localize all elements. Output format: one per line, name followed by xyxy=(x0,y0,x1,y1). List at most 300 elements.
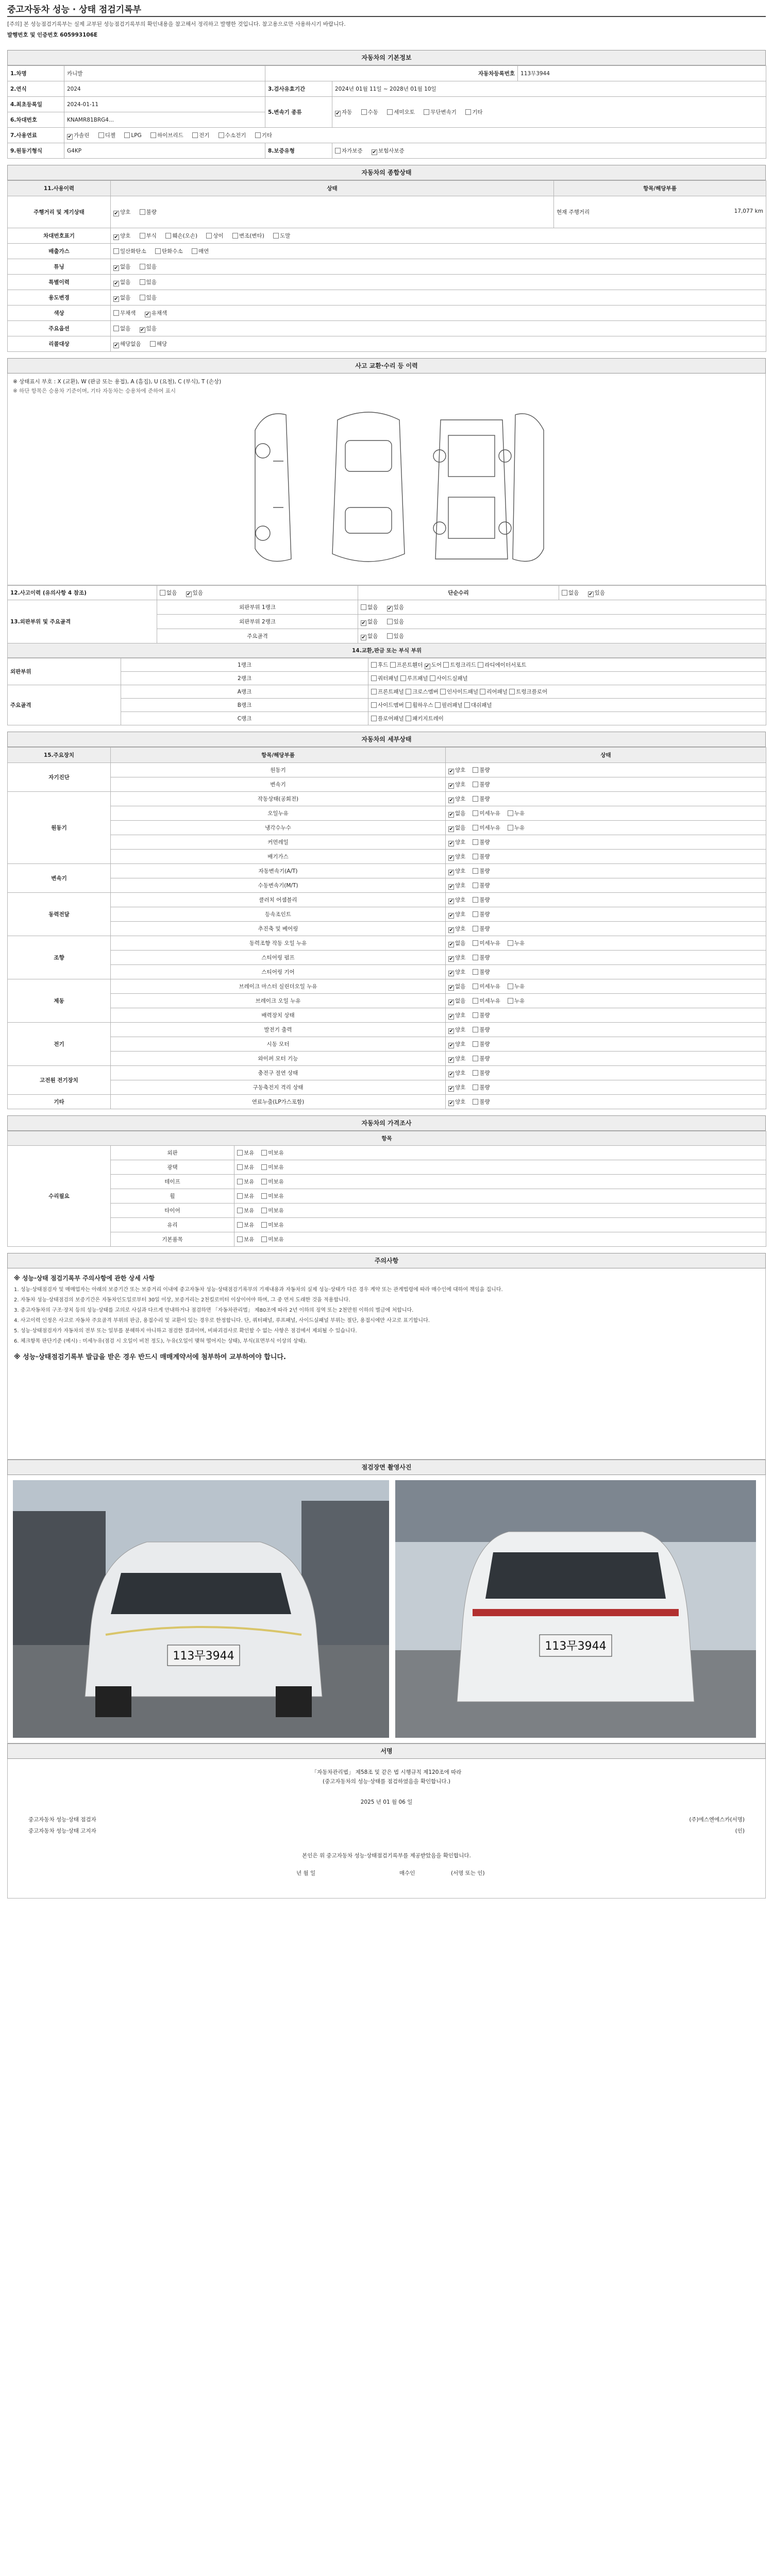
sign-header: 서명 xyxy=(7,1743,766,1759)
checkbox[interactable] xyxy=(448,1043,454,1048)
checkbox[interactable] xyxy=(237,1179,243,1184)
checkbox[interactable] xyxy=(237,1164,243,1170)
sign-area xyxy=(7,1759,766,1899)
checkbox-electric[interactable] xyxy=(192,132,198,138)
checkbox[interactable] xyxy=(473,839,478,845)
detail-row xyxy=(8,1008,766,1023)
note-line: 1. 성능·상태점검자 및 매매업자는 아래의 보증기간 또는 보증거리 이내에 중고자동차 성능·상태점검기록부의 기재내용과 자동차의 실제 성능·상태가 다른 경우 계약 또는 관계법령에 따라 매수인에 대하여 책임을 집니다. xyxy=(14,1287,503,1293)
front-plate: 113무3944 xyxy=(173,1650,234,1663)
detail-item-label: 브레이크 오일 누유 xyxy=(111,994,446,1008)
notes-title: ※ 성능·상태 점검기록부 주의사항에 관한 상세 사항 xyxy=(14,1275,155,1282)
checkbox[interactable] xyxy=(113,343,119,348)
accident-header: 사고 교환·수리 등 이력 xyxy=(7,358,766,374)
checkbox[interactable] xyxy=(237,1236,243,1242)
checkbox[interactable] xyxy=(206,233,212,239)
checkbox[interactable] xyxy=(473,1070,478,1076)
checkbox[interactable] xyxy=(261,1236,267,1242)
checkbox[interactable] xyxy=(140,264,145,269)
checkbox[interactable] xyxy=(140,233,145,239)
checkbox[interactable] xyxy=(473,926,478,931)
checkbox[interactable] xyxy=(165,233,171,239)
option-label: 보유 xyxy=(244,1236,255,1243)
checkbox[interactable] xyxy=(232,233,238,239)
detail-col-state: 상태 xyxy=(446,748,766,763)
rank-label: B랭크 xyxy=(121,699,368,712)
checkbox[interactable] xyxy=(473,1056,478,1061)
checkbox[interactable] xyxy=(448,1057,454,1063)
overall-row-options: ✔ 없음 있음 xyxy=(111,290,766,306)
receipt-text: 본인은 위 중고자동차 성능·상태점검기록부를 제공받았음을 확인합니다. xyxy=(302,1853,471,1859)
accident-history-label: 12.사고이력 (유의사항 4 참조) xyxy=(8,586,157,600)
detail-row xyxy=(8,1023,766,1037)
option-label: 양호 xyxy=(455,1026,466,1033)
detail-state-options xyxy=(446,1080,766,1095)
checkbox-lpg[interactable] xyxy=(124,132,130,138)
checkbox[interactable] xyxy=(361,604,366,610)
checkbox[interactable] xyxy=(387,633,393,639)
checkbox[interactable] xyxy=(113,281,119,286)
checkbox[interactable] xyxy=(155,248,161,254)
part-list-table xyxy=(7,658,766,725)
option-label: 양호 xyxy=(455,795,466,802)
checkbox[interactable] xyxy=(448,913,454,919)
checkbox[interactable] xyxy=(562,590,567,596)
overall-row xyxy=(8,228,766,244)
overall-row-options: ✔ 양호 부식 훼손(오손) 상이 변조(변타) 도말 xyxy=(111,228,766,244)
checkbox[interactable] xyxy=(448,999,454,1005)
checkbox[interactable] xyxy=(473,955,478,960)
rear-photo xyxy=(395,1480,756,1738)
checkbox[interactable] xyxy=(361,620,366,626)
cert-number-line xyxy=(7,31,766,39)
detail-item-label: 추진축 및 베어링 xyxy=(111,922,446,936)
detail-col-item: 항목/해당부품 xyxy=(111,748,446,763)
checkbox[interactable] xyxy=(113,265,119,271)
part-header: 14.교환,판금 또는 부식 부위 xyxy=(8,643,766,658)
option-label: 양호 xyxy=(455,896,466,903)
option-label: 양호 xyxy=(455,1084,466,1091)
checkbox[interactable] xyxy=(448,927,454,933)
checkbox[interactable] xyxy=(473,969,478,975)
inspector-name: (주)에스엔에스카(서명) xyxy=(689,1817,745,1823)
checkbox[interactable] xyxy=(473,1041,478,1047)
detail-state-options xyxy=(446,907,766,922)
detail-item-label: 스티어링 기어 xyxy=(111,965,446,979)
option-label: 양호 xyxy=(455,911,466,918)
checkbox[interactable] xyxy=(261,1150,267,1156)
option-label: 없음 xyxy=(455,810,466,817)
checkbox[interactable] xyxy=(473,1012,478,1018)
front-photo xyxy=(13,1480,389,1738)
price-options xyxy=(234,1175,766,1189)
detail-item-label: 작동상태(공회전) xyxy=(111,792,446,806)
overall-row-label: 용도변경 xyxy=(8,290,111,306)
checkbox[interactable] xyxy=(113,326,119,331)
checkbox-gasoline[interactable] xyxy=(67,134,73,140)
note-line: 6. 체크항목 판단기준 (예시) : 미세누유(점검 시 오일이 비친 정도), 누유(오일이 맺혀 떨어지는 상태), 부식(표면부식 이상의 상태). xyxy=(14,1338,307,1344)
checkbox[interactable] xyxy=(473,1099,478,1105)
car-name-label: 1.차명 xyxy=(8,66,64,81)
detail-row xyxy=(8,994,766,1008)
detail-item-label: 자동변속기(A/T) xyxy=(111,864,446,878)
accident-options: 없음 ✔ 있음 xyxy=(157,586,358,600)
detail-state-options xyxy=(446,951,766,965)
checkbox-manual[interactable] xyxy=(361,109,367,115)
detail-group-label: 제동 xyxy=(8,979,111,1023)
checkbox[interactable] xyxy=(448,942,454,947)
checkbox[interactable] xyxy=(145,312,150,317)
rank1-parts: 후드 프론트휀더 ✔도어 트렁크리드 라디에이터서포트 xyxy=(368,658,766,672)
price-options xyxy=(234,1232,766,1247)
checkbox[interactable] xyxy=(448,855,454,861)
checkbox[interactable] xyxy=(508,984,513,989)
price-row xyxy=(8,1175,766,1189)
option-label: 양호 xyxy=(455,1098,466,1105)
overall-row xyxy=(8,244,766,259)
basic-info-header: 자동차의 기본정보 xyxy=(7,50,766,65)
detail-item-label: 스티어링 펌프 xyxy=(111,951,446,965)
checkbox[interactable] xyxy=(588,591,594,597)
price-header: 자동차의 가격조사 xyxy=(7,1115,766,1131)
fuel-label: 7.사용연료 xyxy=(8,128,64,143)
sign-law-2: (중고자동차의 성능·상태를 점검하였음을 확인합니다.) xyxy=(322,1778,451,1785)
price-row xyxy=(8,1204,766,1218)
checkbox[interactable] xyxy=(113,310,119,316)
reg-no-label: 자동차등록번호 xyxy=(265,66,518,81)
checkbox-auto[interactable] xyxy=(335,111,341,116)
option-label: 누유 xyxy=(514,983,525,990)
accident-table xyxy=(7,585,766,658)
checkbox[interactable] xyxy=(448,1072,454,1077)
rear-plate: 113무3944 xyxy=(545,1640,607,1653)
overall-row-label: 차대번호표기 xyxy=(8,228,111,244)
exchange-label: 13.외판부위 및 주요골격 xyxy=(8,600,157,643)
option-label: 미보유 xyxy=(268,1179,284,1185)
checkbox[interactable] xyxy=(473,883,478,888)
engine-value: G4KP xyxy=(64,143,265,159)
checkbox[interactable] xyxy=(448,956,454,962)
checkbox[interactable] xyxy=(113,248,119,254)
checkbox[interactable] xyxy=(150,341,156,347)
checkbox[interactable] xyxy=(237,1208,243,1213)
checkbox[interactable] xyxy=(473,1027,478,1032)
option-label: 불량 xyxy=(479,853,490,860)
checkbox[interactable] xyxy=(473,868,478,874)
inspect-valid-label: 3.검사유효기간 xyxy=(265,81,332,97)
checkbox[interactable] xyxy=(473,897,478,903)
main-frame-parts-label: 주요골격 xyxy=(8,685,121,725)
overall-row-options: ✔ 없음 있음 xyxy=(111,259,766,275)
detail-state-options xyxy=(446,806,766,821)
checkbox-hybrid[interactable] xyxy=(150,132,156,138)
option-label: 미보유 xyxy=(268,1208,284,1214)
checkbox[interactable] xyxy=(192,248,197,254)
overall-row xyxy=(8,336,766,352)
option-label: 미세누유 xyxy=(479,983,500,990)
option-label: 불량 xyxy=(479,969,490,975)
checkbox[interactable] xyxy=(508,810,513,816)
checkbox-insurer-warranty[interactable] xyxy=(372,149,377,155)
option-label: 불량 xyxy=(479,1041,490,1047)
price-item-label: 테이프 xyxy=(111,1175,234,1189)
option-label: 양호 xyxy=(455,882,466,889)
price-item-label: 휠 xyxy=(111,1189,234,1204)
price-item-label: 타이어 xyxy=(111,1204,234,1218)
checkbox[interactable] xyxy=(261,1179,267,1184)
detail-row xyxy=(8,1066,766,1080)
checkbox-other-fuel[interactable] xyxy=(255,132,261,138)
frame-rank1-options: 없음 ✔ 있음 xyxy=(358,600,766,615)
option-label: 불량 xyxy=(479,1084,490,1091)
option-label: 누유 xyxy=(514,824,525,831)
checkbox[interactable] xyxy=(448,783,454,789)
checkbox[interactable] xyxy=(473,984,478,989)
car-diagram-area xyxy=(7,374,766,585)
inspect-valid-value: 2024년 01월 11일 ~ 2028년 01월 10일 xyxy=(332,81,766,97)
checkbox[interactable] xyxy=(387,606,393,612)
checkbox-diesel[interactable] xyxy=(98,132,104,138)
buyer-sign[interactable]: (서명 또는 인) xyxy=(451,1870,485,1876)
mileage-value-cell xyxy=(554,196,766,228)
checkbox[interactable] xyxy=(473,940,478,946)
detail-row xyxy=(8,936,766,951)
detail-item-label: 배력장치 상태 xyxy=(111,1008,446,1023)
overall-row-label: 색상 xyxy=(8,306,111,321)
detail-state-options xyxy=(446,1023,766,1037)
detail-item-label: 클러치 어셈블리 xyxy=(111,893,446,907)
checkbox-cvt[interactable] xyxy=(424,109,429,115)
checkbox-mileage-bad[interactable] xyxy=(140,209,145,215)
option-label: 미보유 xyxy=(268,1236,284,1243)
checkbox[interactable] xyxy=(361,635,366,640)
checkbox[interactable] xyxy=(473,825,478,831)
warranty-label: 8.보증유형 xyxy=(265,143,332,159)
price-options xyxy=(234,1218,766,1232)
checkbox[interactable] xyxy=(140,327,145,333)
detail-item-label: 동력조향 작동 오일 누유 xyxy=(111,936,446,951)
option-label: 미보유 xyxy=(268,1222,284,1228)
option-label: 양호 xyxy=(455,969,466,975)
mileage-state: 현재 주행거리 xyxy=(557,209,590,215)
checkbox-semi-auto[interactable] xyxy=(387,109,393,115)
document-title: 중고자동차 성능 · 상태 점검기록부 xyxy=(7,5,142,15)
price-row xyxy=(8,1218,766,1232)
detail-item-label: 와이퍼 모터 기능 xyxy=(111,1052,446,1066)
detail-state-options xyxy=(446,1008,766,1023)
price-col-item: 항목 xyxy=(8,1131,766,1146)
checkbox[interactable] xyxy=(387,619,393,624)
detail-group-label: 전기 xyxy=(8,1023,111,1066)
option-label: 불량 xyxy=(479,839,490,845)
overall-row-label: 리콜대상 xyxy=(8,336,111,352)
checkbox[interactable] xyxy=(113,296,119,302)
checkbox[interactable] xyxy=(448,826,454,832)
car-name-value: 카니발 xyxy=(64,66,265,81)
mileage-state-options: ✔ 양호 불량 xyxy=(111,196,554,228)
frame-rank2-options: ✔ 없음 있음 xyxy=(358,615,766,629)
checkbox[interactable] xyxy=(473,854,478,859)
price-item-label: 기본품목 xyxy=(111,1232,234,1247)
rankB-parts: 사이드멤버 휠하우스 필러패널 대쉬패널 xyxy=(368,699,766,712)
option-label: 양호 xyxy=(455,1012,466,1019)
detail-state-options xyxy=(446,936,766,951)
checkbox[interactable] xyxy=(508,998,513,1004)
option-label: 미보유 xyxy=(268,1193,284,1199)
price-item-label: 광택 xyxy=(111,1160,234,1175)
checkbox[interactable] xyxy=(473,911,478,917)
detail-row xyxy=(8,763,766,777)
checkbox[interactable] xyxy=(473,810,478,816)
option-label: 불량 xyxy=(479,1070,490,1076)
overall-row-label: 배출가스 xyxy=(8,244,111,259)
detail-header: 자동차의 세부상태 xyxy=(7,732,766,747)
simple-repair-label: 단순수리 xyxy=(358,586,559,600)
checkbox[interactable] xyxy=(261,1208,267,1213)
option-label: 양호 xyxy=(455,925,466,932)
detail-state-options xyxy=(446,878,766,893)
detail-row xyxy=(8,1052,766,1066)
detail-row xyxy=(8,951,766,965)
checkbox[interactable] xyxy=(508,825,513,831)
checkbox[interactable] xyxy=(448,1100,454,1106)
detail-row xyxy=(8,821,766,835)
fuel-options: ✔ 가솔린 디젤 LPG 하이브리드 전기 수소전기 기타 xyxy=(64,128,766,143)
rankC-parts: 플로어패널 패키지트레이 xyxy=(368,712,766,725)
detail-item-label: 커먼레일 xyxy=(111,835,446,850)
checkbox-self-warranty[interactable] xyxy=(335,148,341,154)
checkbox[interactable] xyxy=(473,782,478,787)
checkbox[interactable] xyxy=(508,940,513,946)
detail-group-label: 자기진단 xyxy=(8,763,111,792)
option-label: 불량 xyxy=(479,954,490,961)
checkbox[interactable] xyxy=(448,870,454,875)
option-label: 양호 xyxy=(455,1055,466,1062)
detail-item-label: 수동변속기(M/T) xyxy=(111,878,446,893)
checkbox[interactable] xyxy=(160,590,165,596)
overall-row-options: 무채색 ✔ 유채색 xyxy=(111,306,766,321)
checkbox[interactable] xyxy=(448,985,454,991)
overall-row-label: 튜닝 xyxy=(8,259,111,275)
option-label: 불량 xyxy=(479,911,490,918)
detail-row xyxy=(8,850,766,864)
vin-label: 6.차대번호 xyxy=(8,112,64,128)
option-label: 없음 xyxy=(455,983,466,990)
car-diagram-icon xyxy=(234,404,554,574)
detail-state-options xyxy=(446,1052,766,1066)
detail-group-label: 조향 xyxy=(8,936,111,979)
checkbox[interactable] xyxy=(448,812,454,818)
option-label: 불량 xyxy=(479,767,490,773)
checkbox-mileage-good[interactable] xyxy=(113,211,119,216)
checkbox[interactable] xyxy=(140,279,145,285)
detail-item-label: 변속기 xyxy=(111,777,446,792)
checkbox[interactable] xyxy=(237,1193,243,1199)
detail-state-options xyxy=(446,1095,766,1109)
detail-group-label: 원동기 xyxy=(8,792,111,864)
checkbox[interactable] xyxy=(448,769,454,774)
checkbox[interactable] xyxy=(473,796,478,802)
checkbox[interactable] xyxy=(448,884,454,890)
mileage-label: 주행거리 및 계기상태 xyxy=(8,196,111,228)
detail-col-unit: 15.주요장치 xyxy=(8,748,111,763)
frame-rank1-label: 외판부위 1랭크 xyxy=(157,600,358,615)
detail-item-label: 충전구 절연 상태 xyxy=(111,1066,446,1080)
checkbox[interactable] xyxy=(448,971,454,976)
overall-row-label: 특별이력 xyxy=(8,275,111,290)
option-label: 불량 xyxy=(479,1055,490,1062)
checkbox-other-trans[interactable] xyxy=(465,109,471,115)
checkbox[interactable] xyxy=(261,1193,267,1199)
checkbox-hydrogen[interactable] xyxy=(219,132,224,138)
main-frame-label: 주요골격 xyxy=(157,629,358,643)
overall-row xyxy=(8,321,766,336)
price-options xyxy=(234,1160,766,1175)
price-row xyxy=(8,1189,766,1204)
detail-item-label: 냉각수누수 xyxy=(111,821,446,835)
overall-row-options: 일산화탄소 탄화수소 매연 xyxy=(111,244,766,259)
detail-item-label: 구동축전지 격리 상태 xyxy=(111,1080,446,1095)
checkbox[interactable] xyxy=(237,1150,243,1156)
checkbox[interactable] xyxy=(237,1222,243,1228)
checkbox[interactable] xyxy=(113,234,119,240)
checkbox[interactable] xyxy=(448,899,454,904)
legend-line-2: ※ 하단 항목은 승용차 기준이며, 기타 자동차는 승용차에 준하여 표시 xyxy=(13,388,176,394)
detail-item-label: 브레이크 마스터 실린더오일 누유 xyxy=(111,979,446,994)
detail-row xyxy=(8,806,766,821)
overall-col-item: 항목/해당부품 xyxy=(554,181,766,196)
detail-state-options xyxy=(446,1066,766,1080)
notes-header: 주의사항 xyxy=(7,1253,766,1268)
option-label: 불량 xyxy=(479,882,490,889)
checkbox[interactable] xyxy=(448,1028,454,1034)
checkbox[interactable] xyxy=(448,1086,454,1092)
checkbox[interactable] xyxy=(473,767,478,773)
dealer-name: (인) xyxy=(735,1828,745,1834)
checkbox[interactable] xyxy=(140,295,145,300)
rank-label: A랭크 xyxy=(121,685,368,699)
checkbox[interactable] xyxy=(273,233,279,239)
overall-row xyxy=(8,306,766,321)
outer-panel-label: 외판부위 xyxy=(8,658,121,685)
model-year-value: 2024 xyxy=(64,81,265,97)
checkbox[interactable] xyxy=(473,1084,478,1090)
checkbox[interactable] xyxy=(448,1014,454,1020)
checkbox[interactable] xyxy=(473,998,478,1004)
basic-info-table xyxy=(7,65,766,159)
option-label: 불량 xyxy=(479,1098,490,1105)
detail-table xyxy=(7,747,766,1109)
vin-value: KNAMR81BRG4... xyxy=(64,112,265,128)
detail-row xyxy=(8,907,766,922)
checkbox[interactable] xyxy=(186,591,192,597)
price-options xyxy=(234,1189,766,1204)
option-label: 불량 xyxy=(479,925,490,932)
option-label: 양호 xyxy=(455,853,466,860)
overall-header: 자동차의 종합상태 xyxy=(7,165,766,180)
cert-number: 605993106E xyxy=(60,32,98,38)
checkbox[interactable] xyxy=(448,841,454,846)
price-row xyxy=(8,1146,766,1160)
detail-state-options xyxy=(446,893,766,907)
checkbox[interactable] xyxy=(448,798,454,803)
sign-date: 2025 년 01 월 06 일 xyxy=(360,1799,413,1805)
option-label: 없음 xyxy=(455,997,466,1004)
checkbox[interactable] xyxy=(261,1164,267,1170)
checkbox[interactable] xyxy=(261,1222,267,1228)
warranty-options: 자가보증 ✔ 보험사보증 xyxy=(332,143,766,159)
detail-row xyxy=(8,835,766,850)
detail-state-options xyxy=(446,922,766,936)
